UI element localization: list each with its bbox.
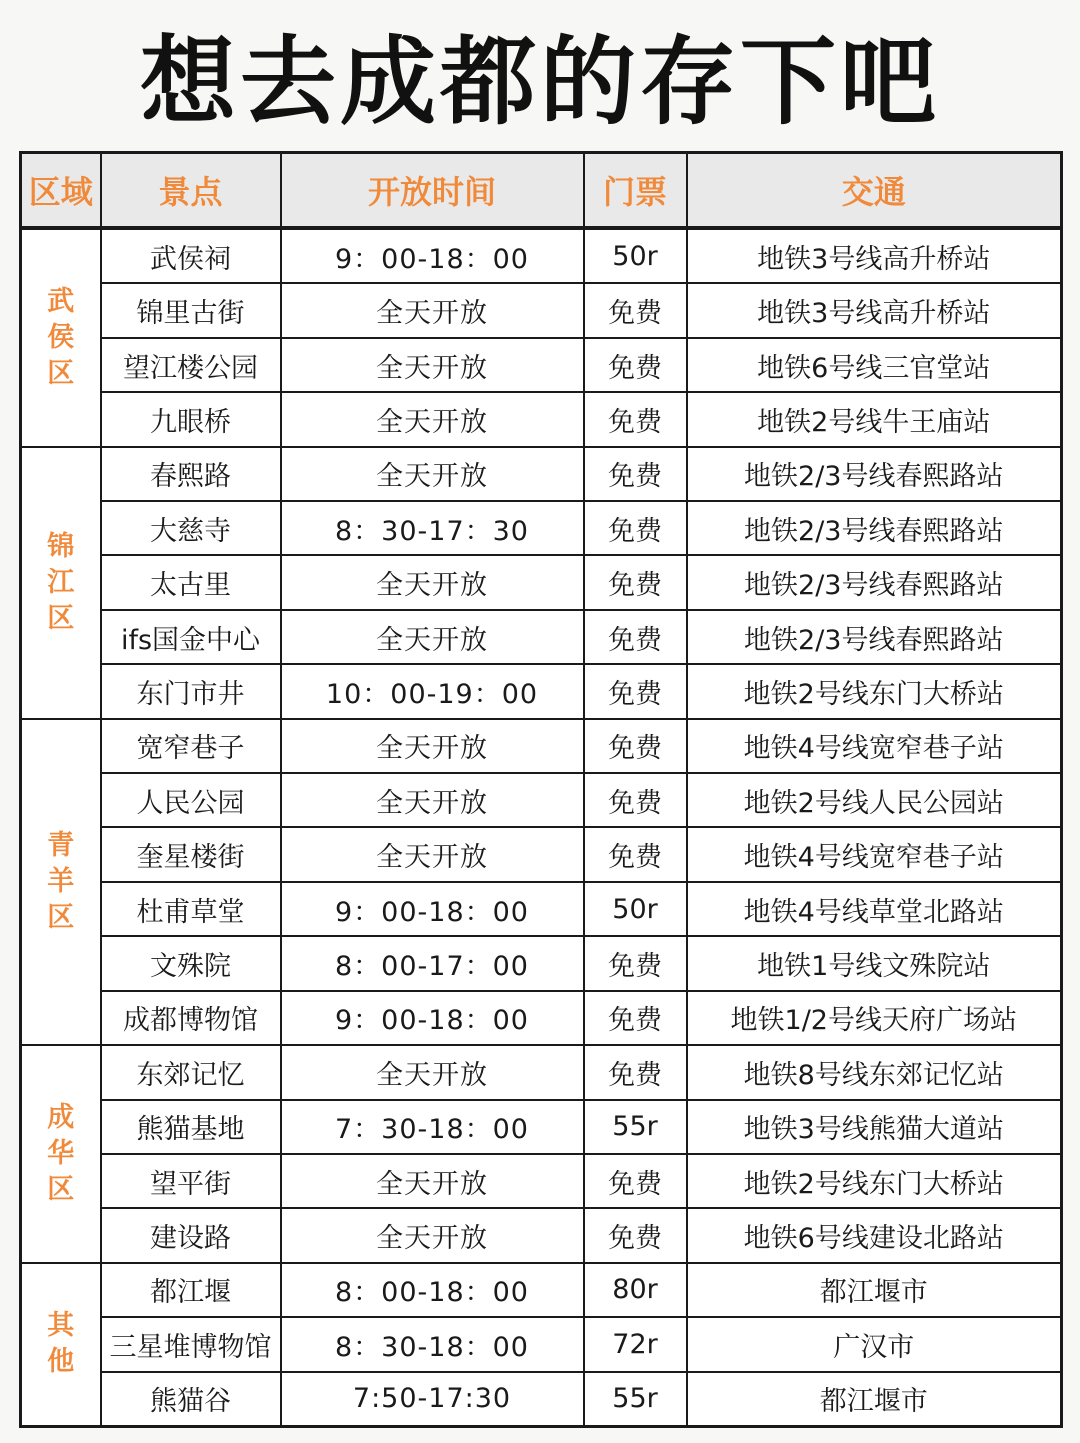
ticket-cell: 55r bbox=[584, 1100, 687, 1154]
spot-cell: 成都博物馆 bbox=[101, 991, 281, 1045]
transit-cell: 地铁2/3号线春熙路站 bbox=[687, 610, 1062, 664]
ticket-cell: 免费 bbox=[584, 991, 687, 1045]
hours-cell: 9：00-18：00 bbox=[281, 882, 584, 936]
ticket-cell: 免费 bbox=[584, 1208, 687, 1262]
ticket-cell: 免费 bbox=[584, 1045, 687, 1099]
transit-cell: 地铁2号线人民公园站 bbox=[687, 773, 1062, 827]
spot-cell: 三星堆博物馆 bbox=[101, 1317, 281, 1371]
ticket-cell: 免费 bbox=[584, 555, 687, 609]
spot-cell: 熊猫谷 bbox=[101, 1372, 281, 1427]
hours-cell: 全天开放 bbox=[281, 447, 584, 501]
table-row bbox=[21, 1317, 1062, 1371]
table-row bbox=[21, 283, 1062, 337]
spot-cell: ifs国金中心 bbox=[101, 610, 281, 664]
spot-cell: 东郊记忆 bbox=[101, 1045, 281, 1099]
hours-cell: 全天开放 bbox=[281, 1208, 584, 1262]
ticket-cell: 免费 bbox=[584, 501, 687, 555]
header-transit: 交通 bbox=[687, 153, 1062, 229]
transit-cell: 地铁4号线草堂北路站 bbox=[687, 882, 1062, 936]
table-row bbox=[21, 555, 1062, 609]
hours-cell: 全天开放 bbox=[281, 338, 584, 392]
table-row bbox=[21, 392, 1062, 446]
transit-cell: 地铁3号线高升桥站 bbox=[687, 283, 1062, 337]
ticket-cell: 免费 bbox=[584, 610, 687, 664]
table-row bbox=[21, 664, 1062, 718]
transit-cell: 地铁3号线熊猫大道站 bbox=[687, 1100, 1062, 1154]
region-cell bbox=[21, 447, 101, 719]
attractions-table bbox=[19, 151, 1063, 1428]
region-label: 青羊区 bbox=[47, 829, 75, 933]
transit-cell: 地铁2/3号线春熙路站 bbox=[687, 501, 1062, 555]
region-label: 武侯区 bbox=[47, 285, 75, 389]
hours-cell: 全天开放 bbox=[281, 1045, 584, 1099]
table-row bbox=[21, 1045, 1062, 1099]
transit-cell: 都江堰市 bbox=[687, 1372, 1062, 1427]
table-row bbox=[21, 1263, 1062, 1317]
hours-cell: 全天开放 bbox=[281, 610, 584, 664]
ticket-cell: 免费 bbox=[584, 338, 687, 392]
ticket-cell: 免费 bbox=[584, 936, 687, 990]
table-row bbox=[21, 1372, 1062, 1427]
transit-cell: 地铁4号线宽窄巷子站 bbox=[687, 827, 1062, 881]
transit-cell: 地铁2号线东门大桥站 bbox=[687, 664, 1062, 718]
spot-cell: 大慈寺 bbox=[101, 501, 281, 555]
spot-cell: 建设路 bbox=[101, 1208, 281, 1262]
table-row bbox=[21, 1154, 1062, 1208]
spot-cell: 太古里 bbox=[101, 555, 281, 609]
spot-cell: 春熙路 bbox=[101, 447, 281, 501]
spot-cell: 杜甫草堂 bbox=[101, 882, 281, 936]
header-spot: 景点 bbox=[101, 153, 281, 229]
table-row bbox=[21, 1208, 1062, 1262]
transit-cell: 地铁1/2号线天府广场站 bbox=[687, 991, 1062, 1045]
hours-cell: 9：00-18：00 bbox=[281, 228, 584, 283]
header-hours: 开放时间 bbox=[281, 153, 584, 229]
hours-cell: 全天开放 bbox=[281, 1154, 584, 1208]
page-title: 想去成都的存下吧 bbox=[140, 26, 940, 138]
ticket-cell: 免费 bbox=[584, 773, 687, 827]
transit-cell: 地铁2号线牛王庙站 bbox=[687, 392, 1062, 446]
transit-cell: 地铁2号线东门大桥站 bbox=[687, 1154, 1062, 1208]
table-row bbox=[21, 991, 1062, 1045]
ticket-cell: 50r bbox=[584, 882, 687, 936]
transit-cell: 地铁1号线文殊院站 bbox=[687, 936, 1062, 990]
hours-cell: 7:50-17:30 bbox=[281, 1372, 584, 1427]
spot-cell: 人民公园 bbox=[101, 773, 281, 827]
spot-cell: 望江楼公园 bbox=[101, 338, 281, 392]
ticket-cell: 55r bbox=[584, 1372, 687, 1427]
transit-cell: 广汉市 bbox=[687, 1317, 1062, 1371]
hours-cell: 全天开放 bbox=[281, 719, 584, 773]
table-row bbox=[21, 936, 1062, 990]
hours-cell: 全天开放 bbox=[281, 283, 584, 337]
ticket-cell: 免费 bbox=[584, 392, 687, 446]
header-region: 区域 bbox=[21, 153, 101, 229]
table-header-row bbox=[21, 153, 1062, 229]
header-ticket: 门票 bbox=[584, 153, 687, 229]
hours-cell: 全天开放 bbox=[281, 392, 584, 446]
hours-cell: 全天开放 bbox=[281, 555, 584, 609]
ticket-cell: 免费 bbox=[584, 283, 687, 337]
spot-cell: 东门市井 bbox=[101, 664, 281, 718]
table-row bbox=[21, 773, 1062, 827]
transit-cell: 地铁2/3号线春熙路站 bbox=[687, 447, 1062, 501]
hours-cell: 7：30-18：00 bbox=[281, 1100, 584, 1154]
transit-cell: 地铁3号线高升桥站 bbox=[687, 228, 1062, 283]
ticket-cell: 免费 bbox=[584, 827, 687, 881]
hours-cell: 10：00-19：00 bbox=[281, 664, 584, 718]
spot-cell: 都江堰 bbox=[101, 1263, 281, 1317]
ticket-cell: 50r bbox=[584, 228, 687, 283]
table-row bbox=[21, 610, 1062, 664]
region-cell bbox=[21, 1045, 101, 1263]
transit-cell: 地铁2/3号线春熙路站 bbox=[687, 555, 1062, 609]
region-cell bbox=[21, 719, 101, 1045]
ticket-cell: 免费 bbox=[584, 719, 687, 773]
ticket-cell: 免费 bbox=[584, 447, 687, 501]
spot-cell: 熊猫基地 bbox=[101, 1100, 281, 1154]
spot-cell: 武侯祠 bbox=[101, 228, 281, 283]
table-row bbox=[21, 882, 1062, 936]
table-row bbox=[21, 1100, 1062, 1154]
table-row bbox=[21, 501, 1062, 555]
ticket-cell: 80r bbox=[584, 1263, 687, 1317]
spot-cell: 文殊院 bbox=[101, 936, 281, 990]
region-label: 锦江区 bbox=[47, 530, 75, 634]
spot-cell: 望平街 bbox=[101, 1154, 281, 1208]
ticket-cell: 72r bbox=[584, 1317, 687, 1371]
spot-cell: 宽窄巷子 bbox=[101, 719, 281, 773]
hours-cell: 全天开放 bbox=[281, 773, 584, 827]
transit-cell: 地铁6号线三官堂站 bbox=[687, 338, 1062, 392]
hours-cell: 8：00-18：00 bbox=[281, 1263, 584, 1317]
ticket-cell: 免费 bbox=[584, 1154, 687, 1208]
hours-cell: 8：30-17：30 bbox=[281, 501, 584, 555]
region-cell bbox=[21, 1263, 101, 1427]
transit-cell: 都江堰市 bbox=[687, 1263, 1062, 1317]
hours-cell: 8：30-18：00 bbox=[281, 1317, 584, 1371]
region-label: 成华区 bbox=[47, 1101, 75, 1205]
table-row bbox=[21, 719, 1062, 773]
transit-cell: 地铁4号线宽窄巷子站 bbox=[687, 719, 1062, 773]
region-label: 其他 bbox=[47, 1310, 75, 1378]
spot-cell: 锦里古街 bbox=[101, 283, 281, 337]
table-row bbox=[21, 338, 1062, 392]
spot-cell: 九眼桥 bbox=[101, 392, 281, 446]
table-row bbox=[21, 447, 1062, 501]
hours-cell: 9：00-18：00 bbox=[281, 991, 584, 1045]
transit-cell: 地铁8号线东郊记忆站 bbox=[687, 1045, 1062, 1099]
hours-cell: 全天开放 bbox=[281, 827, 584, 881]
spot-cell: 奎星楼街 bbox=[101, 827, 281, 881]
ticket-cell: 免费 bbox=[584, 664, 687, 718]
transit-cell: 地铁6号线建设北路站 bbox=[687, 1208, 1062, 1262]
table-row bbox=[21, 228, 1062, 283]
table-row bbox=[21, 827, 1062, 881]
hours-cell: 8：00-17：00 bbox=[281, 936, 584, 990]
region-cell bbox=[21, 228, 101, 447]
